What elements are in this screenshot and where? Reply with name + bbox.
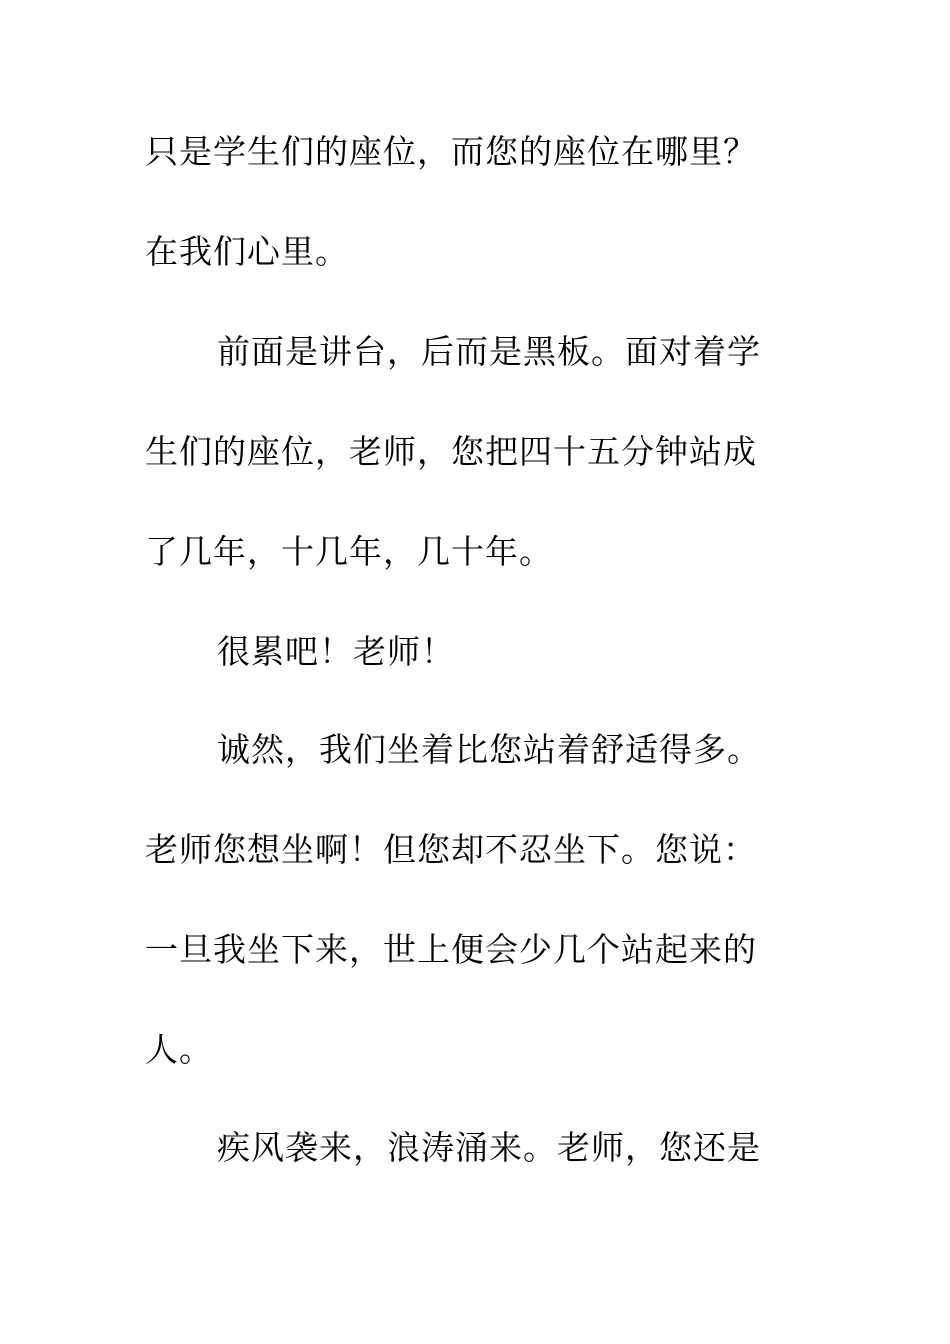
text-line: 了几年，十几年，几十年。 bbox=[145, 532, 553, 571]
text-line: 生们的座位，老师，您把四十五分钟站成 bbox=[145, 432, 757, 471]
text-line: 只是学生们的座位，而您的座位在哪里？ bbox=[145, 132, 757, 171]
text-line: 一旦我坐下来，世上便会少几个站起来的 bbox=[145, 930, 757, 969]
text-line: 人。 bbox=[145, 1030, 213, 1069]
paragraph-start-line: 很累吧！老师！ bbox=[217, 632, 455, 671]
paragraph-start-line: 诚然，我们坐着比您站着舒适得多。 bbox=[217, 730, 761, 769]
paragraph-start-line: 前面是讲台，后而是黑板。面对着学 bbox=[217, 332, 761, 371]
text-line: 老师您想坐啊！但您却不忍坐下。您说： bbox=[145, 830, 757, 869]
text-line: 在我们心里。 bbox=[145, 232, 349, 271]
paragraph-start-line: 疾风袭来，浪涛涌来。老师，您还是 bbox=[217, 1128, 761, 1167]
